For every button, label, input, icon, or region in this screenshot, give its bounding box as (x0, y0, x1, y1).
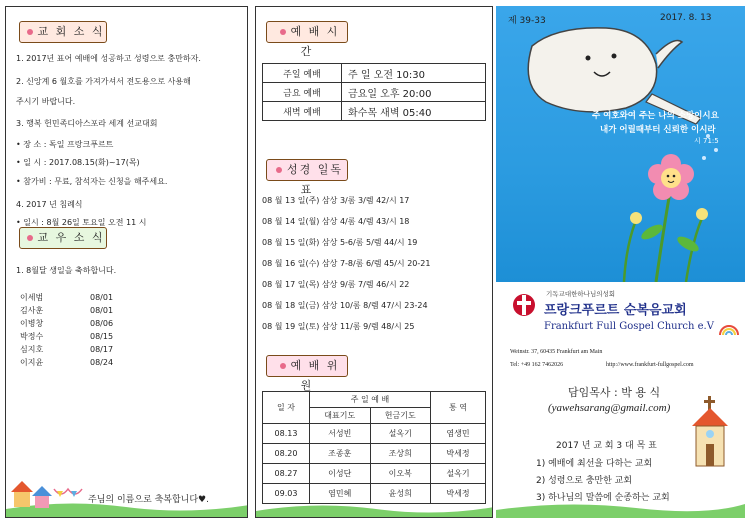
service-name: 금요 예배 (263, 83, 342, 102)
church-website[interactable]: http://www.frankfurt-fullgospel.com (606, 362, 694, 368)
worship-time-heading: 예 배 시 간 (266, 21, 348, 43)
church-cross-logo (512, 290, 536, 320)
sunday-service-header: 주 일 예 배 (310, 392, 431, 408)
news-item: • 일 시 : 2017.08.15(화)~17(목) (16, 158, 140, 167)
church-name-english: Frankfurt Full Gospel Church e.V (544, 321, 714, 332)
pastor-email[interactable]: (yawehsarang@gmail.com) (548, 402, 671, 414)
news-panel (5, 6, 248, 518)
birthday-date: 08/01 (90, 293, 114, 302)
committee-prayer: 서성빈 (310, 424, 371, 444)
pastor-name: 담임목사 : 박 용 식 (568, 386, 661, 399)
committee-row (263, 464, 486, 484)
reading-row: 08 월 19 일(토) 삼상 11/롬 9/렘 48/시 25 (262, 322, 415, 331)
birthday-date: 08/15 (90, 332, 114, 341)
reading-row: 08 월 13 일(주) 삼상 3/롬 3/렘 42/시 17 (262, 196, 410, 205)
committee-offering: 윤성희 (370, 484, 431, 504)
service-name: 주일 예배 (263, 64, 342, 83)
news-item: 3. 행복 헌민족디아스포라 세계 선교대회 (16, 119, 158, 128)
committee-date: 08.13 (263, 424, 310, 444)
interpreter-header: 통 역 (431, 392, 486, 424)
birthday-name: 심지호 (20, 345, 44, 354)
birthday-date: 08/17 (90, 345, 114, 354)
birthday-date: 08/06 (90, 319, 114, 328)
birthday-name: 박정수 (20, 332, 44, 341)
committee-offering: 설옥기 (370, 424, 431, 444)
verse-line-1: 주 여호와여 주는 나의 소망이시요 (592, 111, 719, 121)
service-time: 주 일 오전 10:30 (342, 64, 486, 83)
birthday-name: 김사훈 (20, 306, 44, 315)
verse-line-2: 내가 어릴때부터 신뢰한 이시라 (600, 125, 716, 135)
service-name: 새벽 예배 (263, 102, 342, 121)
committee-interp: 박세정 (431, 444, 486, 464)
committee-table (262, 391, 486, 504)
committee-date: 08.20 (263, 444, 310, 464)
committee-offering: 조상희 (370, 444, 431, 464)
birthday-name: 이세범 (20, 293, 44, 302)
committee-prayer: 염민혜 (310, 484, 371, 504)
service-time: 금요일 오후 20:00 (342, 83, 486, 102)
issue-number: 제 39-33 (508, 16, 546, 26)
church-news-heading: 교 회 소 식 (19, 21, 107, 43)
reading-row: 08 월 18 일(금) 삼상 10/롬 8/렘 47/시 23-24 (262, 301, 428, 310)
church-phone: Tel: +49 162 7462026 (510, 362, 564, 368)
birthday-name: 이병창 (20, 319, 44, 328)
rainbow-decoration (718, 324, 740, 336)
news-item: 1. 2017년 표어 예배에 성공하고 성령으로 충만하자. (16, 54, 201, 63)
reading-row: 08 월 16 일(수) 삼상 7-8/롬 6/렘 45/시 20-21 (262, 259, 431, 268)
reading-row: 08 월 15 일(화) 삼상 5-6/롬 5/렘 44/시 19 (262, 238, 418, 247)
news-item: • 일시 : 8월 26일 토요일 오전 11 시 (16, 218, 147, 227)
news-item: • 참가비 : 무료, 참석자는 신청을 해주세요. (16, 177, 168, 186)
worship-row (263, 102, 486, 121)
committee-heading: 예 배 위 원 (266, 355, 348, 377)
date-header: 일 자 (263, 392, 310, 424)
offering-header: 헌금기도 (370, 408, 431, 424)
committee-offering: 이오복 (370, 464, 431, 484)
ground-illustration (256, 499, 493, 518)
service-time: 화수목 새벽 05:40 (342, 102, 486, 121)
church-address: Weinstr. 37, 60435 Frankfurt am Main (510, 349, 603, 355)
news-item: 4. 2017 년 침례식 (16, 200, 83, 209)
goal-item: 1) 예배에 최선을 다하는 교회 (536, 459, 653, 469)
news-item: • 장 소 : 독일 프랑크푸르트 (16, 140, 114, 149)
prayer-header: 대표기도 (310, 408, 371, 424)
goal-item: 3) 하나님의 말씀에 순종하는 교회 (536, 493, 670, 503)
church-name: 프랑크푸르트 순복음교회 (544, 303, 687, 318)
denomination-label: 기독교대한하나님의성회 (546, 290, 616, 298)
reading-row: 08 월 14 일(월) 삼상 4/롬 4/렘 43/시 18 (262, 217, 410, 226)
issue-date: 2017. 8. 13 (660, 13, 712, 23)
birthday-date: 08/24 (90, 358, 114, 367)
committee-date: 09.03 (263, 484, 310, 504)
news-item: 주시기 바랍니다. (16, 97, 76, 106)
blessing-footer: 주님의 이름으로 축복합니다♥. (88, 495, 209, 505)
committee-prayer: 이성단 (310, 464, 371, 484)
birthday-date: 08/01 (90, 306, 114, 315)
bible-reading-heading: 성경 일독표 (266, 159, 348, 181)
worship-row (263, 83, 486, 102)
committee-prayer: 조종훈 (310, 444, 371, 464)
goals-title: 2017 년 교 회 3 대 목 표 (556, 441, 657, 451)
church-building-illustration (680, 392, 740, 472)
committee-date: 08.27 (263, 464, 310, 484)
cover-ground-illustration (496, 500, 745, 518)
committee-row (263, 424, 486, 444)
birthday-intro: 1. 8월달 생일을 축하합니다. (16, 266, 117, 275)
committee-row (263, 444, 486, 464)
committee-interp: 설옥기 (431, 464, 486, 484)
goal-item: 2) 성령으로 충만한 교회 (536, 476, 633, 486)
worship-time-table (262, 63, 486, 121)
cover-panel (496, 6, 745, 518)
member-news-heading: 교 우 소 식 (19, 227, 107, 249)
schedule-panel (255, 6, 493, 518)
committee-interp: 박세정 (431, 484, 486, 504)
reading-row: 08 월 17 일(목) 삼상 9/롬 7/렘 46/시 22 (262, 280, 410, 289)
news-item: 2. 신앙계 6 월호를 가져가셔서 전도용으로 사용해 (16, 77, 191, 86)
verse-reference: 시 71:5 (694, 137, 719, 145)
committee-interp: 염생민 (431, 424, 486, 444)
cover-illustration (496, 6, 745, 282)
worship-row (263, 64, 486, 83)
birthday-name: 이지윤 (20, 358, 44, 367)
